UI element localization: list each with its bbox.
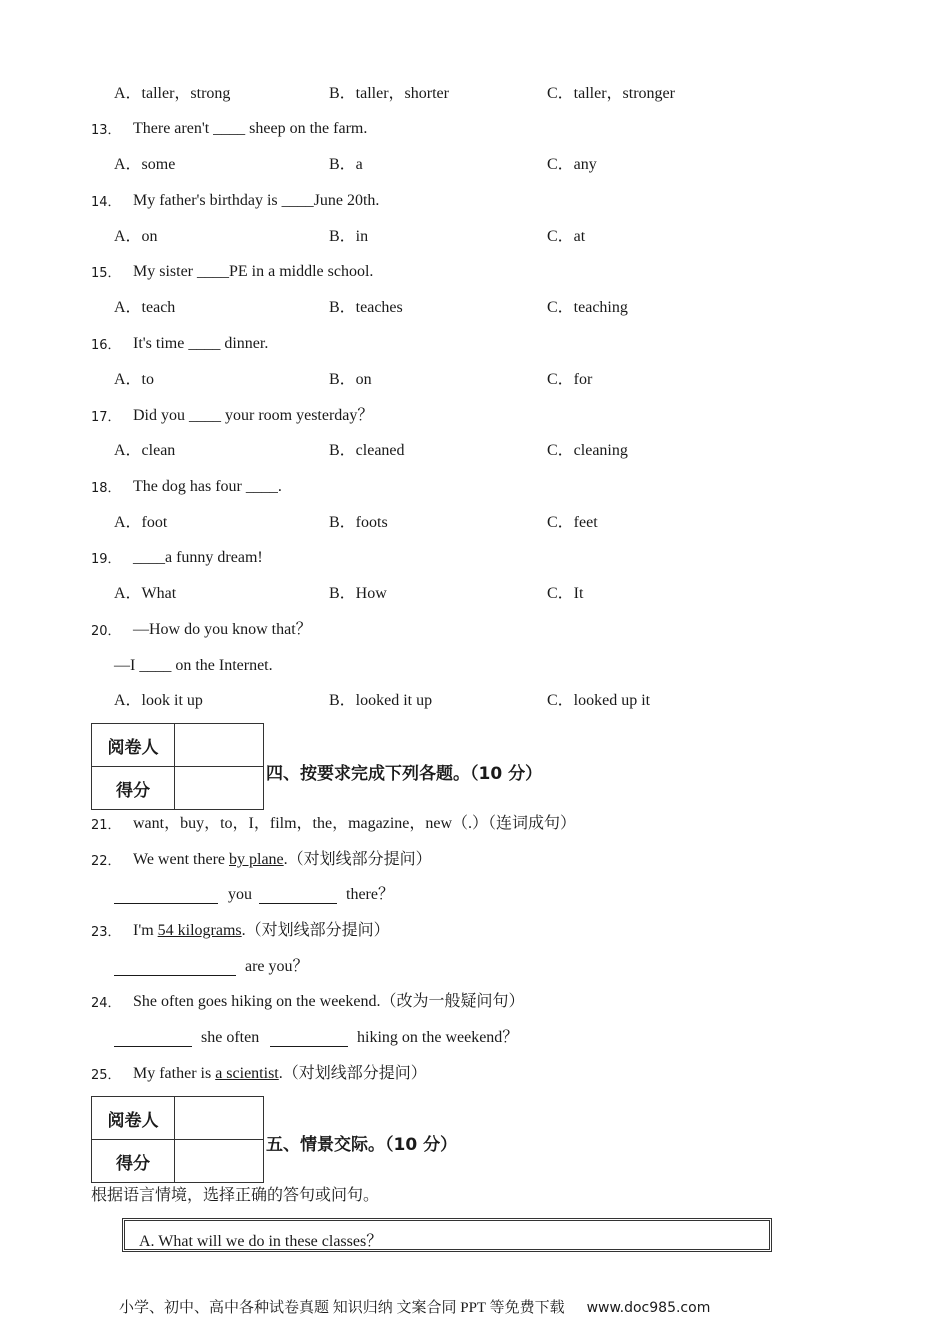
question-text: She often goes hiking on the weekend.（改为一般疑问句） [133,993,525,1010]
answer-blank[interactable] [114,1032,192,1047]
reviewer-label: 阅卷人 [92,1097,175,1140]
option-box [122,1218,772,1252]
question-text: —How do you know that？ [133,621,312,638]
answer-blank[interactable] [259,889,337,904]
question-text: There aren't ____ sheep on the farm. [133,120,368,137]
score-cell [175,1140,264,1183]
answer-blank[interactable] [114,889,218,904]
answer-text: hiking on the weekend？ [357,1029,519,1046]
question-number: 15． [91,266,121,281]
score-label: 得分 [92,1140,175,1183]
reviewer-cell [175,724,264,767]
score-label: 得分 [92,767,175,810]
option-a: A．look it up [114,692,203,709]
underlined-part: a scientist [215,1065,279,1082]
question-number: 16． [91,338,121,353]
question-number: 24． [91,996,121,1011]
question-number: 21． [91,818,121,833]
option-a: A．to [114,371,155,388]
answer-blank[interactable] [114,961,236,976]
q12-option-b: B．taller，shorter [329,85,449,102]
option-b: B．How [329,585,387,602]
question-number: 17． [91,410,121,425]
q12-option-a: A．taller，strong [114,85,231,102]
option-box-text: A. What will we do in these classes？ [139,1233,383,1250]
question-text-pre: My father is [133,1065,216,1082]
section-5-title: 五、情景交际。（10 分） [266,1135,458,1155]
question-text: want，buy，to，I，film，the，magazine，new（.）（连词成句） [133,815,577,832]
question-text: The dog has four ____. [133,478,282,495]
answer-text: are you？ [245,958,309,975]
answer-text: there？ [346,886,394,903]
question-text: My sister ____PE in a middle school. [133,263,374,280]
score-table-section-5 [91,1096,264,1183]
score-cell [175,767,264,810]
question-number: 25． [91,1068,121,1083]
answer-blank[interactable] [270,1032,348,1047]
q12-option-c: C．taller，stronger [547,85,675,102]
option-b: B．teaches [329,299,403,316]
footer [119,1296,710,1317]
question-text-post: .（对划线部分提问） [283,851,432,868]
question-number: 18． [91,481,121,496]
option-a: A．clean [114,442,176,459]
option-c: C．for [547,371,593,388]
option-b: B．looked it up [329,692,433,709]
question-number: 20． [91,624,121,639]
question-number: 14． [91,195,121,210]
question-number: 19． [91,552,121,567]
reviewer-cell [175,1097,264,1140]
option-b: B．cleaned [329,442,405,459]
answer-text: you [228,886,252,903]
question-number: 23． [91,925,121,940]
question-text-pre: We went there [133,851,229,868]
answer-text: she often [201,1029,260,1046]
section-5-instruction: 根据语言情境，选择正确的答句或问句。 [91,1187,380,1204]
underlined-part: 54 kilograms [157,922,242,939]
question-text: Did you ____ your room yesterday？ [133,407,374,424]
section-4-title: 四、按要求完成下列各题。（10 分） [266,764,543,784]
option-c: C．teaching [547,299,628,316]
footer-text: 小学、初中、高中各种试卷真题 知识归纳 文案合同 PPT 等免费下载 [119,1300,565,1316]
question-text-post: .（对划线部分提问） [241,922,390,939]
question-text-post: .（对划线部分提问） [278,1065,427,1082]
question-text-2: —I ____ on the Internet. [114,657,273,674]
option-c: C．at [547,228,586,245]
option-a: A．on [114,228,158,245]
option-c: C．cleaning [547,442,628,459]
question-text: It's time ____ dinner. [133,335,269,352]
question-number: 22． [91,854,121,869]
option-c: C．looked up it [547,692,651,709]
question-text: ____a funny dream! [133,549,263,566]
reviewer-label: 阅卷人 [92,724,175,767]
option-c: C．any [547,156,597,173]
question-text: My father's birthday is ____June 20th. [133,192,380,209]
option-b: B．on [329,371,372,388]
option-c: C．feet [547,514,598,531]
option-b: B．a [329,156,363,173]
footer-site[interactable]: www.doc985.com [586,1300,711,1316]
option-a: A．foot [114,514,168,531]
option-a: A．What [114,585,177,602]
option-a: A．some [114,156,176,173]
question-text-pre: I'm [133,922,158,939]
score-table-section-4 [91,723,264,810]
option-a: A．teach [114,299,176,316]
question-number: 13． [91,123,121,138]
option-b: B．in [329,228,369,245]
underlined-part: by plane [229,851,284,868]
option-b: B．foots [329,514,388,531]
option-c: C．It [547,585,584,602]
